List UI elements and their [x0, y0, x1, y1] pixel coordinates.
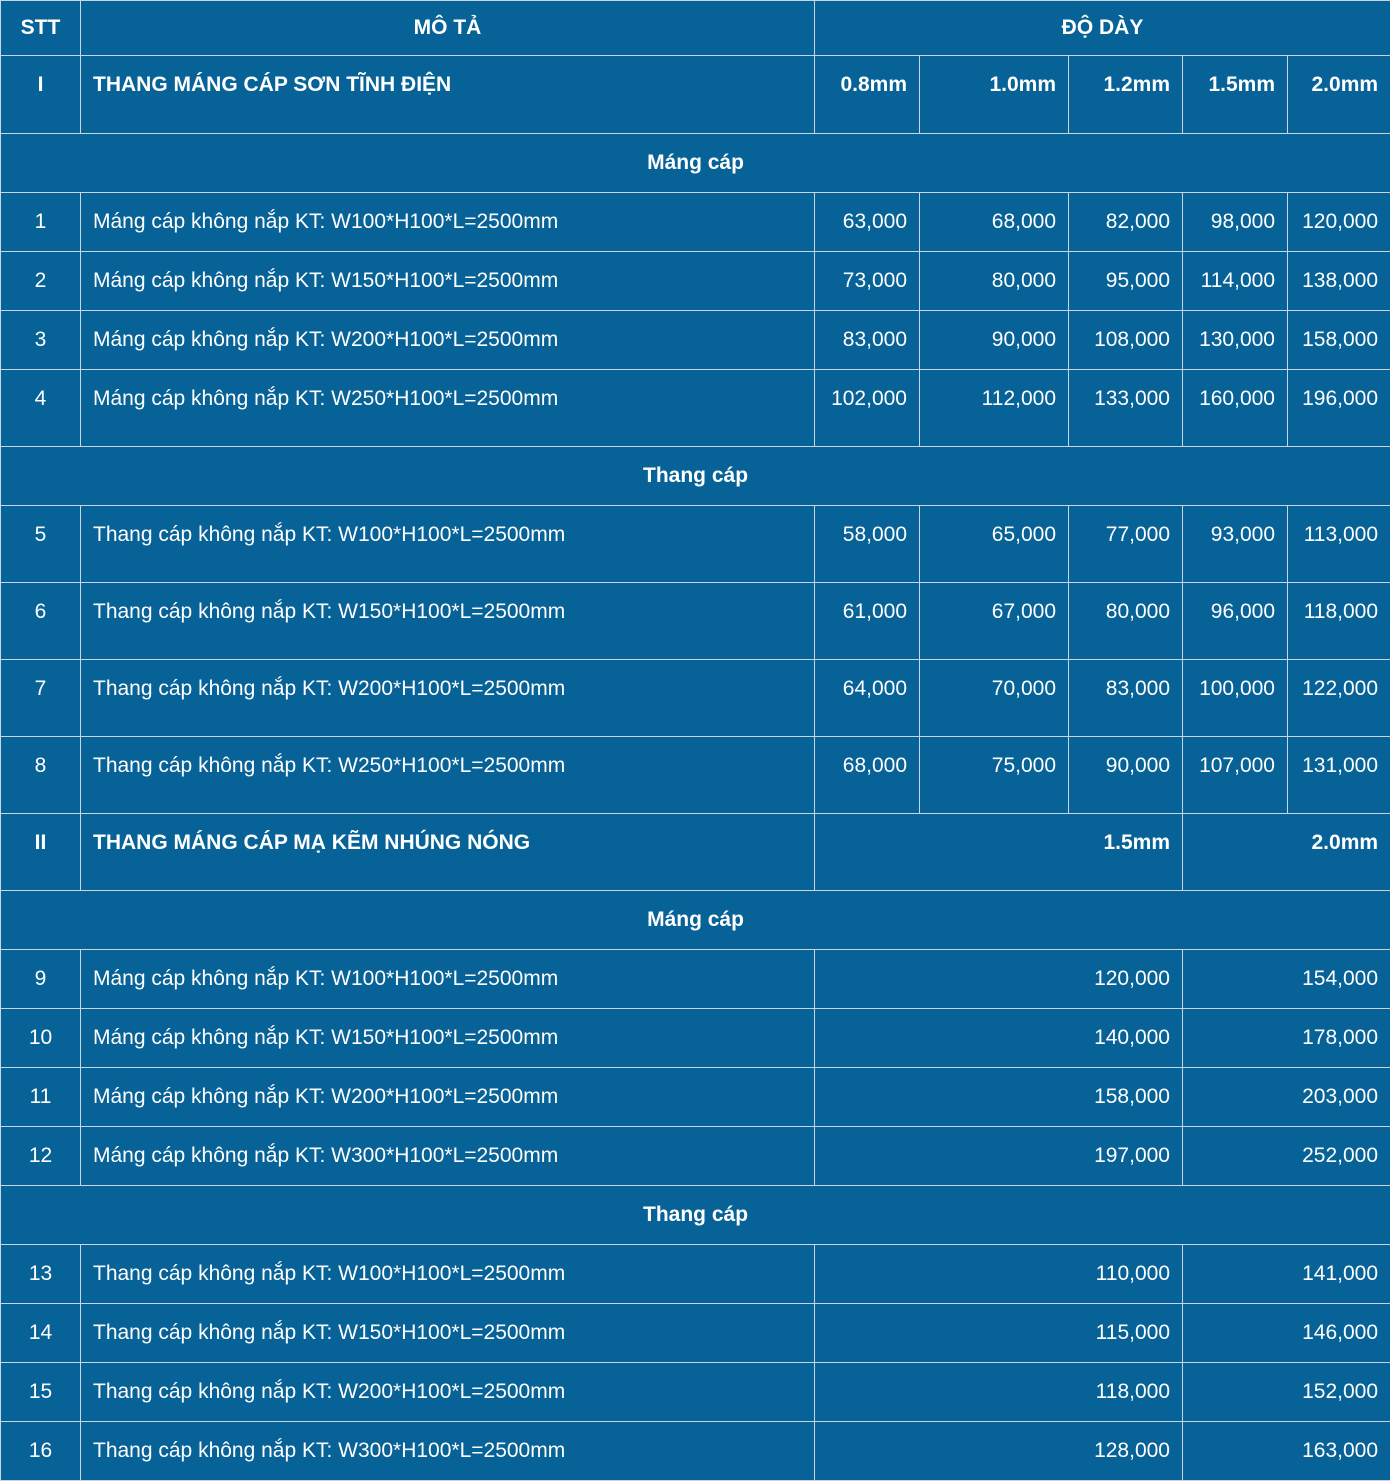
- row-description: Máng cáp không nắp KT: W100*H100*L=2500mm: [81, 193, 815, 252]
- row-stt: 8: [1, 737, 81, 814]
- price-cell: 75,000: [920, 737, 1069, 814]
- price-cell: 90,000: [920, 311, 1069, 370]
- table-row: [1, 1009, 1390, 1068]
- price-cell: 98,000: [1183, 193, 1288, 252]
- row-stt: 4: [1, 370, 81, 447]
- row-stt: 15: [1, 1363, 81, 1422]
- price-cell: 158,000: [1288, 311, 1390, 370]
- price-cell: 163,000: [1183, 1422, 1390, 1481]
- price-cell: 131,000: [1288, 737, 1390, 814]
- thickness-label: 1.0mm: [920, 56, 1069, 134]
- thickness-label: 1.2mm: [1069, 56, 1183, 134]
- price-cell: 114,000: [1183, 252, 1288, 311]
- price-cell: 197,000: [815, 1127, 1183, 1186]
- section-title: Máng cáp: [1, 891, 1390, 950]
- price-cell: 93,000: [1183, 506, 1288, 583]
- price-cell: 100,000: [1183, 660, 1288, 737]
- price-cell: 82,000: [1069, 193, 1183, 252]
- table-row: [1, 1245, 1390, 1304]
- price-cell: 113,000: [1288, 506, 1390, 583]
- price-cell: 67,000: [920, 583, 1069, 660]
- row-description: Máng cáp không nắp KT: W250*H100*L=2500mm: [81, 370, 815, 447]
- section-row: [1, 134, 1390, 193]
- table-row: [1, 583, 1390, 660]
- table-row: [1, 1422, 1390, 1481]
- price-cell: 252,000: [1183, 1127, 1390, 1186]
- price-cell: 77,000: [1069, 506, 1183, 583]
- table-row: [1, 1304, 1390, 1363]
- row-stt: 3: [1, 311, 81, 370]
- row-stt: 7: [1, 660, 81, 737]
- table-row: [1, 1127, 1390, 1186]
- price-cell: 95,000: [1069, 252, 1183, 311]
- table-row: [1, 1363, 1390, 1422]
- row-description: Máng cáp không nắp KT: W150*H100*L=2500mm: [81, 252, 815, 311]
- row-stt: 16: [1, 1422, 81, 1481]
- price-cell: 58,000: [815, 506, 920, 583]
- row-description: Thang cáp không nắp KT: W100*H100*L=2500mm: [81, 506, 815, 583]
- price-cell: 203,000: [1183, 1068, 1390, 1127]
- table-row: [1, 252, 1390, 311]
- row-description: Máng cáp không nắp KT: W300*H100*L=2500mm: [81, 1127, 815, 1186]
- section-title: Thang cáp: [1, 1186, 1390, 1245]
- header-thickness: ĐỘ DÀY: [815, 1, 1390, 56]
- thickness-label: 1.5mm: [1183, 56, 1288, 134]
- row-description: Máng cáp không nắp KT: W100*H100*L=2500mm: [81, 950, 815, 1009]
- price-cell: 107,000: [1183, 737, 1288, 814]
- price-cell: 73,000: [815, 252, 920, 311]
- table-row: [1, 193, 1390, 252]
- price-cell: 122,000: [1288, 660, 1390, 737]
- row-description: Thang cáp không nắp KT: W300*H100*L=2500mm: [81, 1422, 815, 1481]
- price-cell: 115,000: [815, 1304, 1183, 1363]
- table-row: [1, 311, 1390, 370]
- header-description: MÔ TẢ: [81, 1, 815, 56]
- thickness-label: 0.8mm: [815, 56, 920, 134]
- row-stt: 1: [1, 193, 81, 252]
- part-row: [1, 814, 1390, 891]
- price-cell: 80,000: [920, 252, 1069, 311]
- price-cell: 68,000: [815, 737, 920, 814]
- row-stt: 12: [1, 1127, 81, 1186]
- row-description: Thang cáp không nắp KT: W150*H100*L=2500mm: [81, 1304, 815, 1363]
- price-table-body: [1, 1, 1390, 1481]
- price-cell: 83,000: [1069, 660, 1183, 737]
- price-cell: 63,000: [815, 193, 920, 252]
- row-description: Thang cáp không nắp KT: W250*H100*L=2500mm: [81, 737, 815, 814]
- price-cell: 128,000: [815, 1422, 1183, 1481]
- price-cell: 118,000: [1288, 583, 1390, 660]
- price-cell: 138,000: [1288, 252, 1390, 311]
- price-cell: 61,000: [815, 583, 920, 660]
- section-row: [1, 891, 1390, 950]
- section-row: [1, 1186, 1390, 1245]
- row-description: Máng cáp không nắp KT: W200*H100*L=2500mm: [81, 1068, 815, 1127]
- price-cell: 110,000: [815, 1245, 1183, 1304]
- table-header-row: [1, 1, 1390, 56]
- part-number: II: [1, 814, 81, 891]
- part-title: THANG MÁNG CÁP MẠ KẼM NHÚNG NÓNG: [81, 814, 815, 891]
- table-row: [1, 737, 1390, 814]
- part-title: THANG MÁNG CÁP SƠN TĨNH ĐIỆN: [81, 56, 815, 134]
- table-row: [1, 660, 1390, 737]
- thickness-label: 2.0mm: [1288, 56, 1390, 134]
- row-stt: 13: [1, 1245, 81, 1304]
- price-cell: 154,000: [1183, 950, 1390, 1009]
- row-stt: 9: [1, 950, 81, 1009]
- header-stt: STT: [1, 1, 81, 56]
- row-description: Thang cáp không nắp KT: W200*H100*L=2500mm: [81, 660, 815, 737]
- price-cell: 140,000: [815, 1009, 1183, 1068]
- price-cell: 102,000: [815, 370, 920, 447]
- row-description: Máng cáp không nắp KT: W150*H100*L=2500mm: [81, 1009, 815, 1068]
- price-cell: 133,000: [1069, 370, 1183, 447]
- price-cell: 70,000: [920, 660, 1069, 737]
- price-cell: 120,000: [1288, 193, 1390, 252]
- thickness-label: 2.0mm: [1183, 814, 1390, 891]
- table-row: [1, 506, 1390, 583]
- row-description: Máng cáp không nắp KT: W200*H100*L=2500mm: [81, 311, 815, 370]
- row-stt: 5: [1, 506, 81, 583]
- price-cell: 80,000: [1069, 583, 1183, 660]
- table-row: [1, 1068, 1390, 1127]
- table-row: [1, 950, 1390, 1009]
- row-stt: 11: [1, 1068, 81, 1127]
- price-cell: 141,000: [1183, 1245, 1390, 1304]
- part-row: [1, 56, 1390, 134]
- price-cell: 158,000: [815, 1068, 1183, 1127]
- thickness-label: 1.5mm: [815, 814, 1183, 891]
- row-description: Thang cáp không nắp KT: W100*H100*L=2500mm: [81, 1245, 815, 1304]
- row-stt: 10: [1, 1009, 81, 1068]
- price-cell: 96,000: [1183, 583, 1288, 660]
- section-title: Thang cáp: [1, 447, 1390, 506]
- price-cell: 130,000: [1183, 311, 1288, 370]
- price-cell: 64,000: [815, 660, 920, 737]
- price-cell: 108,000: [1069, 311, 1183, 370]
- table-row: [1, 370, 1390, 447]
- price-cell: 83,000: [815, 311, 920, 370]
- part-number: I: [1, 56, 81, 134]
- row-stt: 14: [1, 1304, 81, 1363]
- price-cell: 152,000: [1183, 1363, 1390, 1422]
- price-cell: 120,000: [815, 950, 1183, 1009]
- price-cell: 65,000: [920, 506, 1069, 583]
- price-cell: 146,000: [1183, 1304, 1390, 1363]
- row-stt: 6: [1, 583, 81, 660]
- price-cell: 178,000: [1183, 1009, 1390, 1068]
- price-cell: 196,000: [1288, 370, 1390, 447]
- section-title: Máng cáp: [1, 134, 1390, 193]
- price-cell: 90,000: [1069, 737, 1183, 814]
- price-cell: 160,000: [1183, 370, 1288, 447]
- section-row: [1, 447, 1390, 506]
- row-stt: 2: [1, 252, 81, 311]
- row-description: Thang cáp không nắp KT: W150*H100*L=2500mm: [81, 583, 815, 660]
- price-cell: 118,000: [815, 1363, 1183, 1422]
- row-description: Thang cáp không nắp KT: W200*H100*L=2500mm: [81, 1363, 815, 1422]
- price-cell: 112,000: [920, 370, 1069, 447]
- price-cell: 68,000: [920, 193, 1069, 252]
